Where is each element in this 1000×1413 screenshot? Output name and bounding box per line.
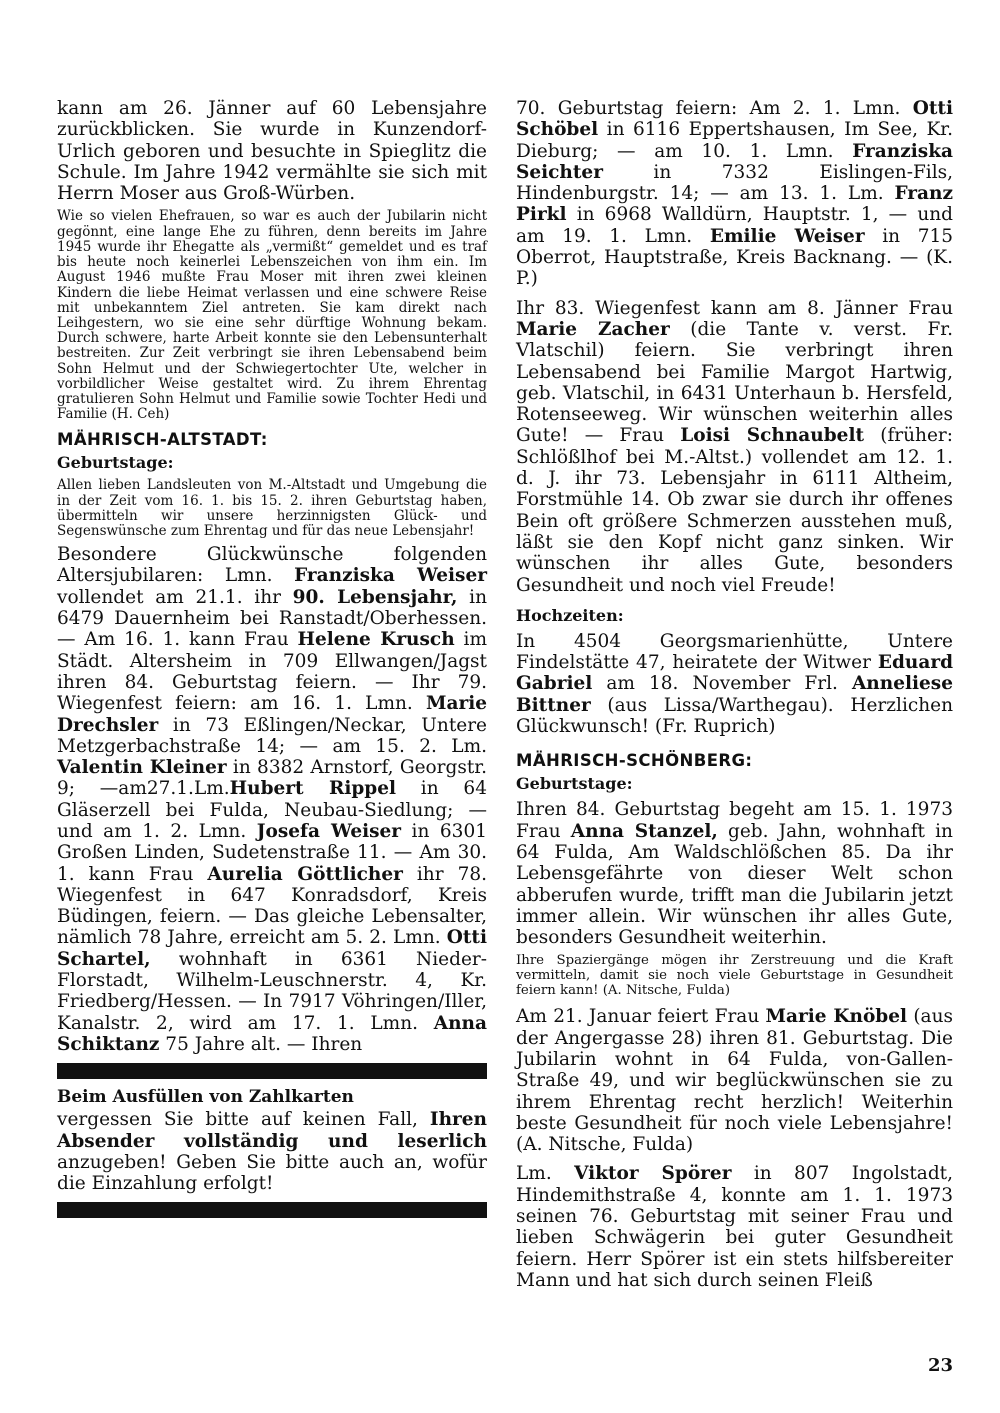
- section-heading-maehrisch-schoenberg: MÄHRISCH-SCHÖNBERG:: [516, 751, 753, 771]
- paragraph-spaziergaenge: Ihre Spaziergänge mögen ihr Zerstreuung und die Kraft vermitteln, damit sie noch viele Geburtstage in Gesundheit feiern kann! (A. Nitsche, Fulda): [516, 953, 953, 999]
- notice-title: Beim Ausfüllen von Zahlkarten: [57, 1087, 354, 1108]
- page-number: 23: [928, 1355, 954, 1376]
- subheading-geburtstage: Geburtstage:: [57, 453, 174, 473]
- subheading-geburtstage-2: Geburtstage:: [516, 774, 633, 794]
- paragraph-70-geburtstag: 70. Geburtstag feiern: Am 2. 1. Lmn. Otti Schöbel in 6116 Eppertshausen, Im See, Kr. Dieburg; — am 10. 1. Lmn. Franziska Seichter in 7332 Eislingen-Fils, Hindenburgstr. 14; — am 13. 1. Lm. Franz Pirkl in 6968 Walldürn, Hauptstr. 1, — und am 19. 1. Lmn. Emilie Weiser in 715 Oberrot, Hauptstraße, Kreis Backnang. — (K. P.): [516, 98, 954, 290]
- paragraph-spoerer: Lm. Viktor Spörer in 807 Ingolstadt, Hindemithstraße 4, konnte am 1. 1. 1973 seinen 76. Geburtstag mit seiner Frau und lieben Schwägerin bei guter Gesundheit feiern. Herr Spörer ist ein stets hilfsbereiter Mann und hat sich durch seinen Fleiß: [516, 1163, 953, 1291]
- paragraph-jubilare: Besondere Glückwünsche folgenden Altersjubilaren: Lmn. Franziska Weiser vollendet am 21.1. ihr 90. Lebensjahr, in 6479 Dauernheim bei Ranstadt/Oberhessen. — Am 16. 1. kann Frau Helene Krusch im Städt. Altersheim in 709 Ellwangen/Jagst ihren 84. Geburtstag feiern. — Ihr 79. Wiegenfest feiern: am 16. 1. Lmn. Marie Drechsler in 73 Eßlingen/Neckar, Untere Metzgerbachstraße 14; — am 15. 2. Lm. Valentin Kleiner in 8382 Arnstorf, Georgstr. 9; —am27.1.Lm.Hubert Rippel in 64 Gläserzell bei Fulda, Neubau-Siedlung; — und am 1. 2. Lmn. Josefa Weiser in 6301 Großen Linden, Sudetenstraße 11. — Am 30. 1. kann Frau Aurelia Göttlicher ihr 78. Wiegenfest in 647 Konradsdorf, Kreis Büdingen, feiern. — Das gleiche Lebensalter, nämlich 78 Jahre, erreicht am 5. 2. Lmn. Otti Schartel, wohnhaft in 6361 Nieder-Florstadt, Wilhelm-Leuschnerstr. 4, Kr. Friedberg/Hessen. — In 7917 Vöhringen/Iller, Kanalstr. 2, wird am 17. 1. Lmn. Anna Schiktanz 75 Jahre alt. — Ihren: [57, 544, 488, 1055]
- paragraph-hochzeit: In 4504 Georgsmarienhütte, Untere Findelstätte 47, heiratete der Witwer Eduard Gabriel am 18. November Frl. Anneliese Bittner (aus Lissa/Warthegau). Herzlichen Glückwunsch! (Fr. Ruprich): [516, 630, 953, 738]
- top-rule-bar: [57, 1063, 487, 1079]
- paragraph-greeting: Allen lieben Landsleuten von M.-Altstadt und Umgebung die in der Zeit vom 16. 1. bis 15. 2. ihren Geburtstag haben, übermitteln wir unsere herzinnigsten Glück- und Segenswünsche zum Ehrentag und für das neue Lebensjahr!: [57, 477, 487, 539]
- paragraph-stanzel: Ihren 84. Geburtstag begeht am 15. 1. 1973 Frau Anna Stanzel, geb. Jahn, wohnhaft in 64 Fulda, Am Waldschlößchen 85. Da ihr Lebensgefährte von dieser Welt schon abberufen wurde, trifft man die Jubilarin jetzt immer allein. Wir wünschen ihr alles Gute, besonders Gesundheit weiterhin.: [516, 799, 953, 949]
- notice-text: vergessen Sie bitte auf keinen Fall, Ihren Absender vollständig und leserlich anzugeben! Geben Sie bitte auch an, wofür die Einzahlung erfolgt!: [57, 1109, 487, 1195]
- right-column: [516, 98, 953, 1291]
- section-heading-maehrisch-altstadt: MÄHRISCH-ALTSTADT:: [57, 430, 268, 450]
- paragraph-moser-intro: kann am 26. Jänner auf 60 Lebensjahre zurückblicken. Sie wurde in Kunzendorf-Urlich geboren und besuchte in Spieglitz die Schule. Im Jahre 1942 vermählte sie sich mit Herrn Moser aus Groß-Würben.: [57, 98, 487, 205]
- paragraph-knoebel: Am 21. Januar feiert Frau Marie Knöbel (aus der Angergasse 28) ihren 81. Geburtstag. Die Jubilarin wohnt in 64 Fulda, von-Gallen-Straße 49, und wir beglückwünschen sie zu ihrem Ehrentag recht herzlich! Weiterhin beste Gesundheit für noch viele Lebensjahre! (A. Nitsche, Fulda): [516, 1006, 953, 1156]
- bottom-rule-bar: [57, 1202, 487, 1218]
- paragraph-zacher-schnaubelt: Ihr 83. Wiegenfest kann am 8. Jänner Frau Marie Zacher (die Tante v. verst. Fr. Vlatschil) feiern. Sie verbringt ihren Lebensabend bei Familie Margot Hartwig, geb. Vlatschil, in 6431 Unterhaun b. Hersfeld, Rotenseeweg. Wir wünschen weiterhin alles Gute! — Frau Loisi Schnaubelt (früher: Schlößlhof bei M.-Altst.) vollendet am 12. 1. d. J. ihr 73. Lebensjahr in 6111 Altheim, Forstmühle 14. Ob zwar sie durch ihr offenes Bein oft größere Schmerzen ausstehen muß, läßt sie den Kopf nicht ganz sinken. Wir wünschen ihr alles Gute, besonders Gesundheit und noch viel Freude!: [516, 297, 953, 596]
- paragraph-moser-story: Wie so vielen Ehefrauen, so war es auch der Jubilarin nicht gegönnt, eine lange Ehe zu führen, denn bereits im Jahre 1945 wurde ihr Ehegatte als „vermißt“ gemeldet und es traf bis heute noch keinerlei Lebenszeichen von ihm ein. Im August 1946 mußte Frau Moser mit ihren zwei kleinen Kindern die liebe Heimat verlassen und eine schwere Reise mit unbekanntem Ziel antreten. Sie kam direkt nach Leihgestern, wo sie eine sehr dürftige Wohnung bekam. Durch schwere, harte Arbeit konnte sie den Lebensunterhalt bestreiten. Zur Zeit verbringt sie ihren Lebensabend beim Sohn Helmut und der Schwiegertochter Ute, welcher in vorbildlicher Weise gestaltet wird. Zu ihrem Ehrentag gratulieren Sohn Helmut und Familie sowie Tochter Hedi und Familie (H. Ceh): [57, 208, 487, 423]
- subheading-hochzeiten: Hochzeiten:: [516, 605, 624, 625]
- left-column: [57, 98, 487, 1226]
